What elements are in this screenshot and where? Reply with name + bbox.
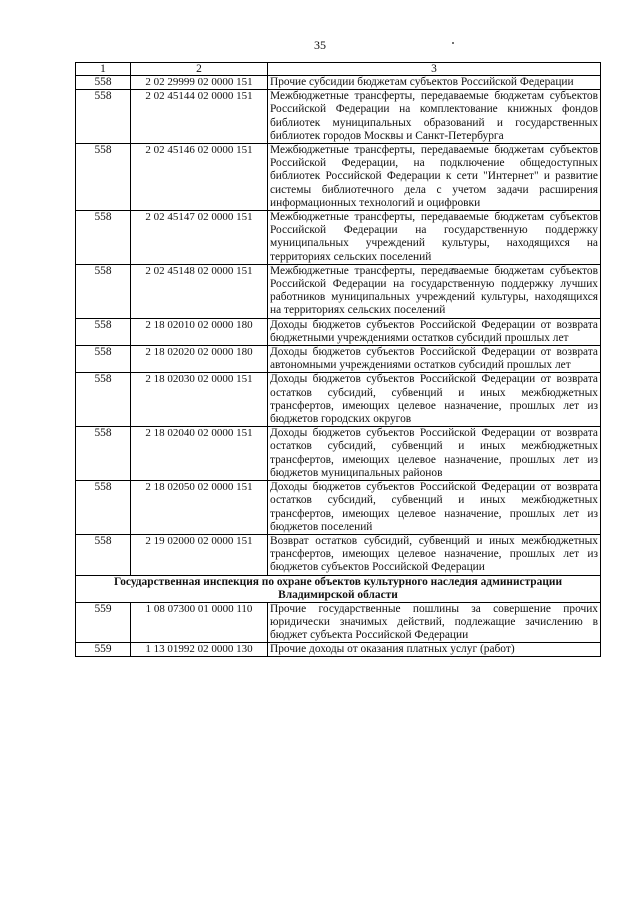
budget-code-cell: 2 02 45146 02 0000 151 xyxy=(131,144,268,211)
column-header-3: 3 xyxy=(268,63,601,76)
table-row xyxy=(76,643,601,657)
table-row xyxy=(76,481,601,535)
description-cell: Доходы бюджетов субъектов Российской Федерации от возврата остатков субсидий, субвенций и иных межбюджетных трансфертов, имеющих целевое назначение, прошлых лет из бюджетов поселений xyxy=(268,481,601,535)
budget-code-cell: 2 02 45148 02 0000 151 xyxy=(131,264,268,318)
revenue-codes-table xyxy=(75,62,601,657)
admin-code-cell: 558 xyxy=(76,264,131,318)
budget-code-cell: 2 18 02050 02 0000 151 xyxy=(131,481,268,535)
table-row xyxy=(76,534,601,575)
budget-code-cell: 1 08 07300 01 0000 110 xyxy=(131,602,268,643)
budget-code-cell: 2 18 02030 02 0000 151 xyxy=(131,373,268,427)
description-cell: Межбюджетные трансферты, передаваемые бюджетам субъектов Российской Федерации на государственную поддержку лучших работников муниципальных учреждений культуры, находящихся на территориях сельских поселений xyxy=(268,264,601,318)
description-cell: Прочие государственные пошлины за совершение прочих юридически значимых действий, подлежащие зачислению в бюджет субъекта Российской Федерации xyxy=(268,602,601,643)
admin-code-cell: 558 xyxy=(76,481,131,535)
table-row xyxy=(76,211,601,265)
section-title: Государственная инспекция по охране объектов культурного наследия администрации Владимирской области xyxy=(76,575,601,602)
budget-code-cell: 2 02 45147 02 0000 151 xyxy=(131,211,268,265)
page-number: 35 xyxy=(314,38,326,52)
admin-code-cell: 558 xyxy=(76,144,131,211)
admin-code-cell: 558 xyxy=(76,318,131,345)
description-cell: Межбюджетные трансферты, передаваемые бюджетам субъектов Российской Федерации на государственную поддержку муниципальных учреждений культуры, находящихся на территориях сельских поселений xyxy=(268,211,601,265)
admin-code-cell: 558 xyxy=(76,76,131,90)
description-cell: Возврат остатков субсидий, субвенций и иных межбюджетных трансфертов, имеющих целевое назначение, прошлых лет из бюджетов субъектов Российской Федерации xyxy=(268,534,601,575)
admin-code-cell: 558 xyxy=(76,534,131,575)
column-header-2: 2 xyxy=(131,63,268,76)
table-row xyxy=(76,76,601,90)
table-header-row xyxy=(76,63,601,76)
description-cell: Межбюджетные трансферты, передаваемые бюджетам субъектов Российской Федерации, на подключение общедоступных библиотек Российской Федерации к сети "Интернет" и развитие системы библиотечного дела с учетом задачи расширения информационных технологий и оцифровки xyxy=(268,144,601,211)
table-row xyxy=(76,318,601,345)
admin-code-cell: 559 xyxy=(76,643,131,657)
table-row xyxy=(76,602,601,643)
section-row xyxy=(76,575,601,602)
section-heading-body xyxy=(76,575,601,602)
description-cell: Прочие субсидии бюджетам субъектов Российской Федерации xyxy=(268,76,601,90)
budget-code-cell: 1 13 01992 02 0000 130 xyxy=(131,643,268,657)
table-body-part2 xyxy=(76,602,601,657)
column-header-1: 1 xyxy=(76,63,131,76)
table-row xyxy=(76,346,601,373)
admin-code-cell: 558 xyxy=(76,211,131,265)
table-row xyxy=(76,144,601,211)
table-body-part1 xyxy=(76,76,601,576)
description-cell: Доходы бюджетов субъектов Российской Федерации от возврата остатков субсидий, субвенций и иных межбюджетных трансфертов, имеющих целевое назначение, прошлых лет из бюджетов муниципальных районов xyxy=(268,427,601,481)
admin-code-cell: 558 xyxy=(76,373,131,427)
table-row xyxy=(76,373,601,427)
budget-code-cell: 2 02 29999 02 0000 151 xyxy=(131,76,268,90)
description-cell: Прочие доходы от оказания платных услуг (работ) xyxy=(268,643,601,657)
admin-code-cell: 558 xyxy=(76,427,131,481)
budget-code-cell: 2 18 02010 02 0000 180 xyxy=(131,318,268,345)
admin-code-cell: 558 xyxy=(76,90,131,144)
description-cell: Доходы бюджетов субъектов Российской Федерации от возврата бюджетными учреждениями остатков субсидий прошлых лет xyxy=(268,318,601,345)
description-cell: Доходы бюджетов субъектов Российской Федерации от возврата автономными учреждениями остатков субсидий прошлых лет xyxy=(268,346,601,373)
table-row xyxy=(76,427,601,481)
budget-code-cell: 2 19 02000 02 0000 151 xyxy=(131,534,268,575)
description-cell: Межбюджетные трансферты, передаваемые бюджетам субъектов Российской Федерации на комплектование книжных фондов библиотек муниципальных образований и государственных библиотек городов Москвы и Санкт-Петербурга xyxy=(268,90,601,144)
table-row xyxy=(76,90,601,144)
budget-code-cell: 2 18 02040 02 0000 151 xyxy=(131,427,268,481)
budget-code-cell: 2 18 02020 02 0000 180 xyxy=(131,346,268,373)
table-row xyxy=(76,264,601,318)
description-cell: Доходы бюджетов субъектов Российской Федерации от возврата остатков субсидий, субвенций и иных межбюджетных трансфертов, имеющих целевое назначение, прошлых лет из бюджетов городских округов xyxy=(268,373,601,427)
admin-code-cell: 558 xyxy=(76,346,131,373)
scan-speck xyxy=(452,42,454,44)
budget-code-cell: 2 02 45144 02 0000 151 xyxy=(131,90,268,144)
admin-code-cell: 559 xyxy=(76,602,131,643)
